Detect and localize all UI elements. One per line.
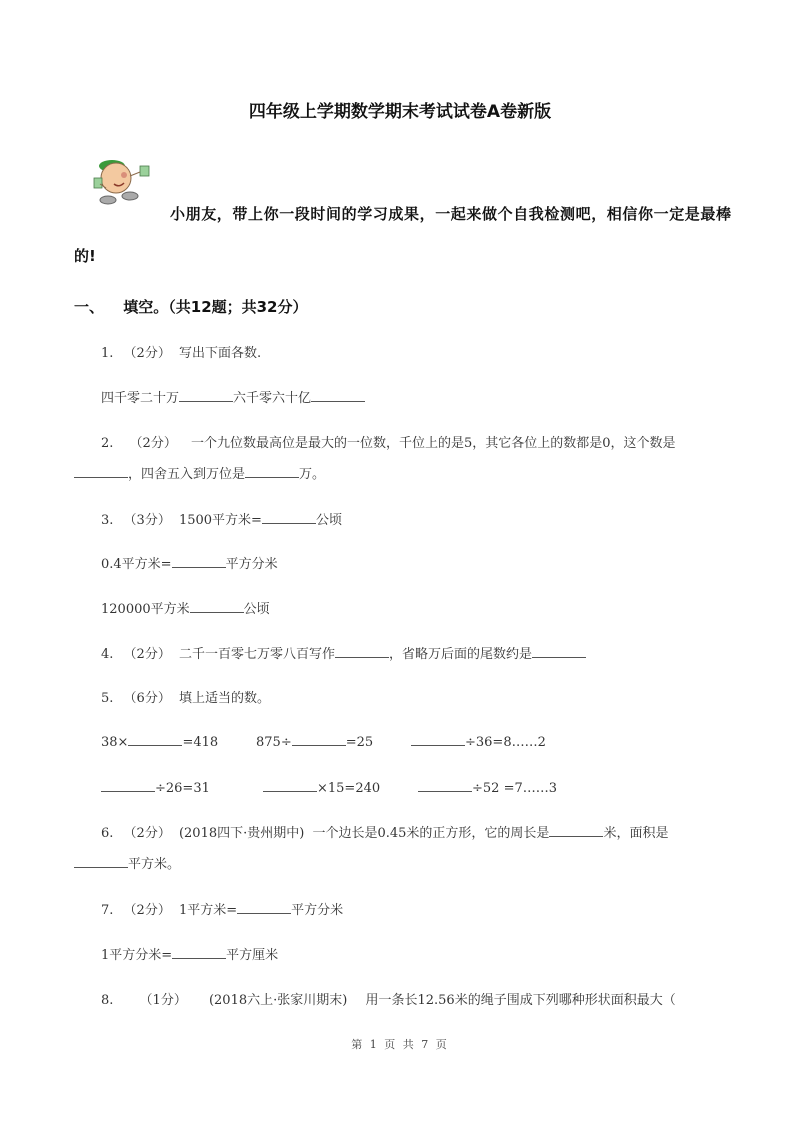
item-text: 四千零二十万 [101, 391, 180, 406]
item-text: 公顷 [243, 602, 270, 617]
answer-blank[interactable] [292, 733, 346, 746]
answer-blank[interactable] [549, 824, 603, 837]
question-5 [101, 687, 270, 706]
question-score: （2分） [129, 436, 177, 451]
question-text: ，四舍五入到万位是 [128, 467, 246, 482]
question-6-cont [74, 853, 180, 872]
item-text: 875÷ [256, 735, 292, 750]
answer-blank[interactable] [245, 465, 299, 478]
question-number: 3. [101, 513, 114, 528]
intro-text-end: 的! [74, 247, 96, 265]
answer-blank[interactable] [74, 465, 128, 478]
section-number: 一、 [74, 298, 105, 316]
answer-blank[interactable] [179, 389, 233, 402]
answer-blank[interactable] [237, 901, 291, 914]
answer-blank[interactable] [262, 511, 316, 524]
question-score: （3分） [123, 513, 171, 528]
item-text: 公顷 [315, 513, 342, 528]
answer-blank[interactable] [311, 389, 365, 402]
question-1 [101, 342, 261, 361]
question-number: 2. [101, 436, 114, 451]
question-score: （2分） [123, 346, 171, 361]
item-text: 0.4平方米= [101, 557, 172, 572]
question-score: （2分） [123, 903, 171, 918]
section-heading [74, 296, 308, 317]
question-7-item-2 [101, 944, 278, 963]
answer-blank[interactable] [418, 779, 472, 792]
intro-text: 小朋友，带上你一段时间的学习成果，一起来做个自我检测吧，相信你一定是最棒 [170, 205, 732, 223]
question-text: 平方米。 [128, 857, 181, 872]
question-2-cont [74, 463, 325, 482]
question-text: 米，面积是 [603, 826, 669, 841]
question-1-items [101, 387, 365, 406]
item-text: 六千零六十亿 [233, 391, 312, 406]
question-5-row-1b [256, 733, 373, 750]
item-text: ×15=240 [317, 781, 381, 796]
question-text: 用一条长12.56米的绳子围成下列哪种形状面积最大（ [365, 993, 676, 1008]
question-2 [101, 432, 676, 451]
question-6 [101, 822, 668, 841]
item-text: 平方厘米 [226, 948, 279, 963]
question-3-item-2 [101, 553, 278, 572]
question-number: 6. [101, 826, 114, 841]
question-3 [101, 509, 342, 528]
answer-blank[interactable] [101, 779, 155, 792]
question-text: 二千一百零七万零八百写作 [178, 647, 335, 662]
answer-blank[interactable] [128, 733, 182, 746]
question-text: 万。 [299, 467, 326, 482]
question-text: 写出下面各数. [178, 346, 262, 361]
item-text: 平方分米 [225, 557, 278, 572]
question-text: 一个九位数最高位是最大的一位数，千位上的是5，其它各位上的数都是0，这个数是 [190, 436, 676, 451]
item-text: 1平方米= [178, 903, 238, 918]
answer-blank[interactable] [172, 946, 226, 959]
item-text: =418 [182, 735, 219, 750]
cartoon-mascot-icon [90, 150, 165, 210]
item-text: 1平方分米= [101, 948, 173, 963]
question-number: 8. [101, 993, 114, 1008]
question-source: (2018四下·贵州期中) [178, 826, 305, 841]
item-text: 平方分米 [291, 903, 344, 918]
question-4 [101, 643, 586, 662]
question-8 [101, 989, 676, 1008]
question-5-row-1a [101, 733, 218, 750]
question-score: （1分） [139, 993, 187, 1008]
question-number: 7. [101, 903, 114, 918]
question-5-row-2a [101, 779, 210, 796]
answer-blank[interactable] [411, 733, 465, 746]
question-5-row-2c [418, 779, 557, 796]
answer-blank[interactable] [263, 779, 317, 792]
question-5-row-1c [411, 733, 546, 750]
item-text: ÷26=31 [155, 781, 210, 796]
question-5-row-2b [263, 779, 380, 796]
item-text: 120000平方米 [101, 602, 190, 617]
answer-blank[interactable] [532, 645, 586, 658]
item-text: ÷52 =7……3 [472, 781, 558, 796]
section-label: 填空。（共12题；共32分） [123, 298, 308, 316]
question-score: （2分） [123, 647, 171, 662]
page-footer: 第 1 页 共 7 页 [351, 1038, 449, 1051]
item-text: 1500平方米= [178, 513, 262, 528]
question-number: 1. [101, 346, 114, 361]
answer-blank[interactable] [74, 855, 128, 868]
question-score: （6分） [123, 691, 171, 706]
question-text: 填上适当的数。 [178, 691, 270, 706]
page-title: 四年级上学期数学期末考试试卷A卷新版 [248, 102, 552, 122]
answer-blank[interactable] [335, 645, 389, 658]
question-number: 5. [101, 691, 114, 706]
answer-blank[interactable] [172, 555, 226, 568]
item-text: =25 [345, 735, 374, 750]
item-text: 38× [101, 735, 129, 750]
question-score: （2分） [123, 826, 171, 841]
question-7 [101, 899, 343, 918]
question-text: ，省略万后面的尾数约是 [388, 647, 532, 662]
question-text: 一个边长是0.45米的正方形，它的周长是 [312, 826, 550, 841]
item-text: ÷36=8……2 [465, 735, 546, 750]
question-3-item-3 [101, 598, 270, 617]
question-number: 4. [101, 647, 114, 662]
question-source: (2018六上·张家川期末) [208, 993, 348, 1008]
answer-blank[interactable] [190, 600, 244, 613]
